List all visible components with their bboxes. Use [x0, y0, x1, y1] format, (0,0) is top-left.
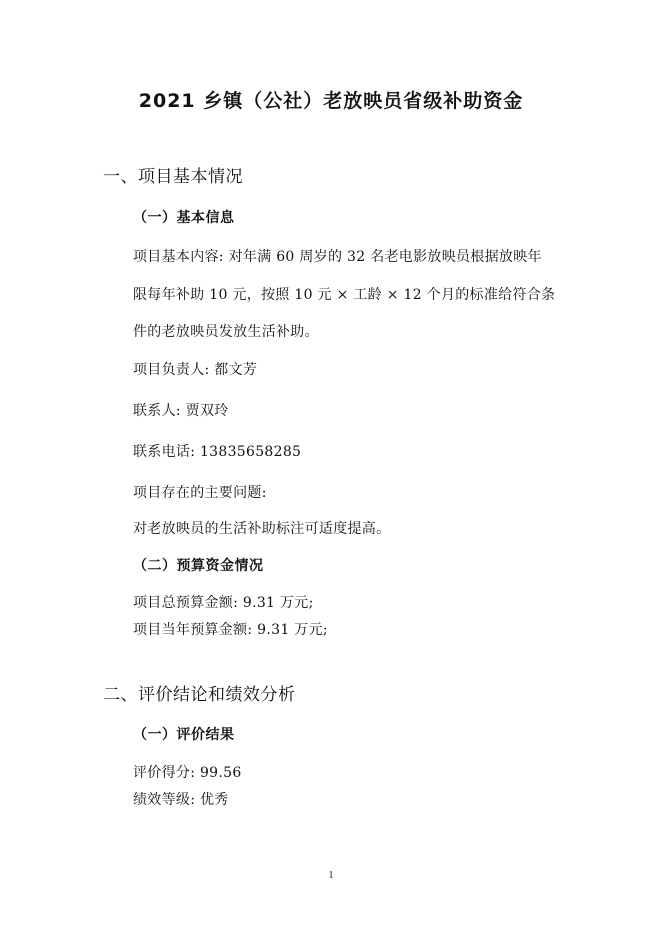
content-line-2: 限每年补助 10 元，按照 10 元 × 工龄 × 12 个月的标准给符合条: [133, 287, 556, 303]
performance-grade: 绩效等级: 优秀: [133, 792, 229, 808]
year-budget: 项目当年预算金额: 9.31 万元;: [133, 622, 328, 638]
document-title: 2021 乡镇（公社）老放映员省级补助资金: [138, 90, 524, 112]
section-2-1-heading: （一）评价结果: [133, 727, 235, 743]
project-owner: 项目负责人: 都文芳: [133, 362, 258, 378]
section-1-1-heading: （一）基本信息: [133, 210, 235, 226]
problems-text: 对老放映员的生活补助标注可适度提高。: [133, 521, 391, 537]
section-1-2-heading: （二）预算资金情况: [133, 558, 264, 574]
content-line-1: 项目基本内容: 对年满 60 周岁的 32 名老电影放映员根据放映年: [133, 249, 542, 265]
section-2-heading: 二、评价结论和绩效分析: [103, 685, 296, 705]
contact-person: 联系人: 贾双玲: [133, 403, 229, 419]
page-number: 1: [328, 870, 334, 881]
contact-phone: 联系电话: 13835658285: [133, 444, 302, 460]
total-budget: 项目总预算金额: 9.31 万元;: [133, 595, 314, 611]
evaluation-score: 评价得分: 99.56: [133, 765, 242, 781]
section-1-heading: 一、项目基本情况: [103, 167, 243, 187]
content-line-3: 件的老放映员发放生活补助。: [133, 324, 319, 340]
problems-label: 项目存在的主要问题:: [133, 485, 267, 501]
